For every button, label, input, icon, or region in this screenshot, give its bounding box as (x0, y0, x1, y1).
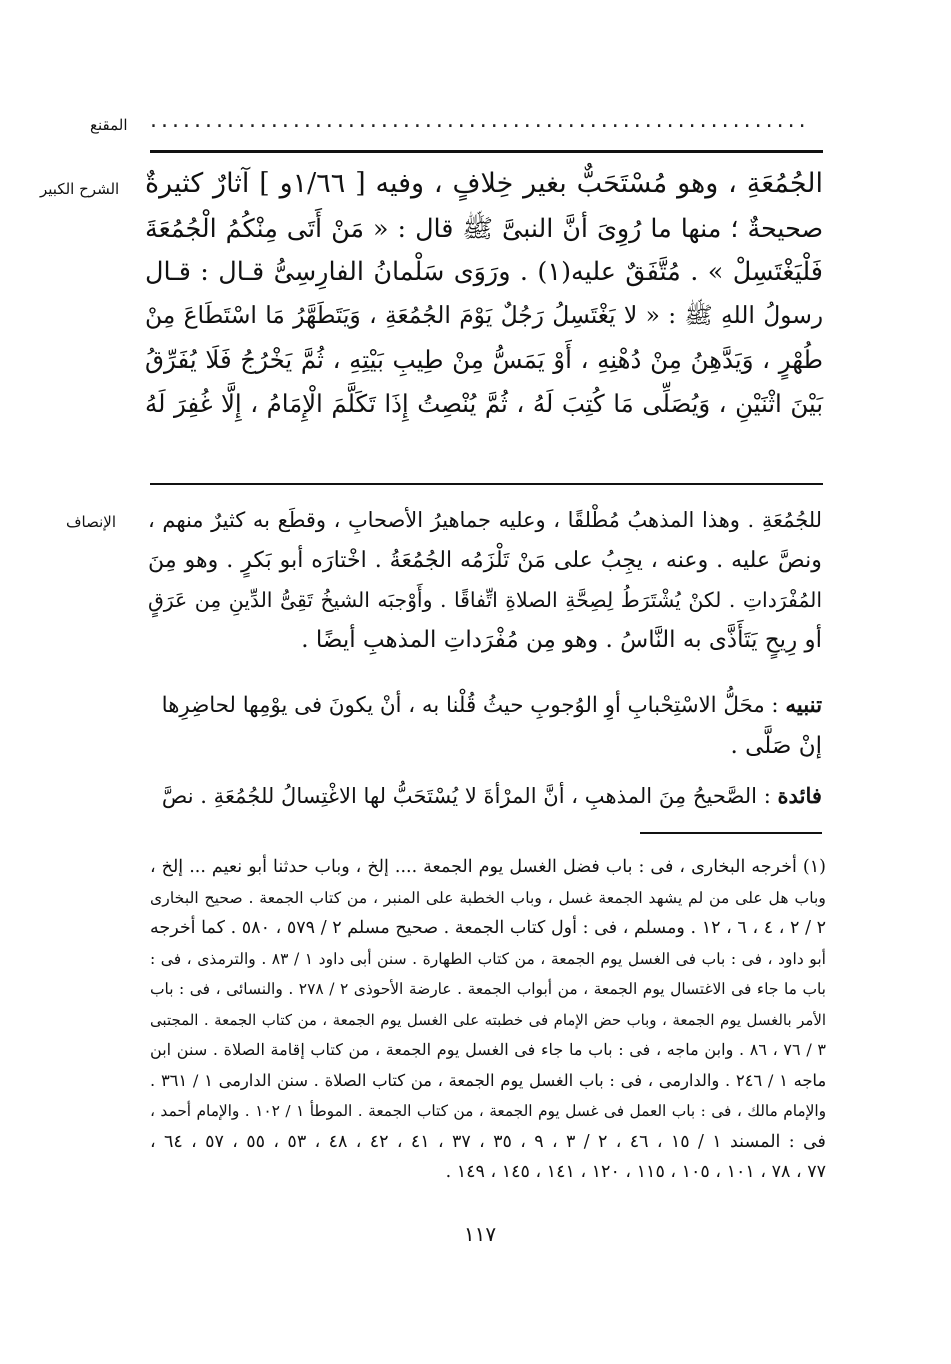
sharh-section-label: الشرح الكبير (40, 180, 120, 198)
footnote-line: ٢ / ٢ ، ٤ ، ٦ ، ١٢ . ومسلم ، فى : أول كتاب الجمعة . صحيح مسلم ٢ / ٥٧٩ ، ٥٨٠ . كما أخرجه (150, 918, 826, 938)
footnote-separator (640, 832, 822, 834)
header-dotted-leader: ............................................................ (150, 108, 810, 133)
tanbih-line: إنْ صَلَّى . (730, 733, 822, 759)
footnote-line: ٧٧ ، ٧٨ ، ١٠١ ، ١٠٥ ، ١١٥ ، ١٢٠ ، ١٤١ ، ١٤٥ ، ١٤٩ . (445, 1162, 826, 1182)
footnote-line: فى : المسند ١ / ١٥ ، ٤٦ ، ٢ / ٣ ، ٩ ، ٣٥ ، ٣٧ ، ٤١ ، ٤٢ ، ٤٨ ، ٥٣ ، ٥٥ ، ٥٧ ، ٦٤ ، (150, 1131, 826, 1152)
insaf-text-line: للجُمُعَةِ . وهذا المذهبُ مُطْلقًا ، وعليه جماهيرُ الأصحابِ ، وقطَع به كثيرٌ منهم ، (148, 508, 822, 532)
top-rule (150, 150, 823, 153)
main-text-line: رسولُ اللهِ ﷺ : « لا يَغْتَسِلُ رَجُلٌ يَوْمَ الجُمُعَةِ ، وَيَتَطَهَّرُ مَا اسْتَطَاعَ مِنْ (145, 302, 823, 329)
main-text-line: فَلْيَغْتَسِلْ » . مُتَّفَقٌ عليه(١) . ورَوَى سَلْمانُ الفارِسِىُّ قـال : قـال (145, 257, 823, 287)
book-title: المقنع (90, 116, 128, 134)
insaf-text-line: ونصَّ عليه . وعنه ، يجِبُ على مَنْ تَلْزَمُه الجُمُعَةُ . اخْتارَه أبو بَكرٍ . وهو مِنَ (148, 547, 822, 573)
footnote-line: ماجه ١ / ٢٤٦ . والدارمى ، فى : باب الغسل يوم الجمعة ، من كتاب الصلاة . سنن الدارمى ١ / ٣٦١ . (150, 1070, 827, 1090)
footnote-line: (١) أخرجه البخارى ، فى : باب فضل الغسل يوم الجمعة .... إلخ ، وباب حدثنا أبو نعيم ... إلخ ، (150, 857, 826, 877)
page-number: ١١٧ (463, 1222, 497, 1246)
footnote-line: أبو داود ، فى : باب فى الغسل يوم الجمعة ، من كتاب الطهارة . سنن أبى داود ١ / ٨٣ . والترمذى ، فى : (150, 949, 827, 968)
faida-line (148, 776, 822, 816)
main-text-line: طُهْرٍ ، وَيَدَّهِنُ مِنْ دُهْنِهِ ، أَوْ يَمَسُّ مِنْ طِيبِ بَيْتِهِ ، ثُمَّ يَخْرُجُ فَلَا يُفَرِّقُ (145, 345, 823, 374)
footnote-line: باب ما جاء فى الاغتسال يوم الجمعة ، من أبواب الجمعة . عارضة الأحوذى ٢ / ٢٧٨ . والنسائى ، فى : باب (150, 980, 826, 998)
faida-title: فائدة (777, 783, 822, 808)
main-text-line: صحيحةٌ ؛ منها ما رُوِىَ أنَّ النبىَّ ﷺ قال : « مَنْ أَتَى مِنْكُمُ الْجُمُعَةَ (145, 213, 823, 243)
middle-rule (150, 483, 823, 485)
insaf-text-line: المُفْرَداتِ . لكنْ يُشْتَرَطُ لِصِحَّةِ الصلاةِ اتِّفاقًا . وأَوْجبَه الشيخُ تَقِىُّ الدِّينِ مِن عَرَقٍ (148, 588, 822, 612)
footnote-line: ٣ / ٧٦ ، ٨٦ . وابن ماجه ، فى : باب ما جاء فى الغسل يوم الجمعة ، من كتاب إقامة الصلاة . سنن ابن (150, 1040, 826, 1059)
tanbih-title: تنبيه (785, 693, 822, 718)
insaf-text-line: أو رِيحٍ يَتَأَذَّى به النَّاسُ . وهو مِن مُفْرَداتِ المذهبِ أيضًا . (301, 627, 822, 653)
insaf-text (148, 500, 822, 660)
faida-note (148, 776, 822, 816)
footnote-line: والإمام مالك ، فى : باب العمل فى غسل يوم الجمعة ، من كتاب الجمعة . الموطأ ١ / ١٠٢ . والإمام أحمد ، (150, 1102, 827, 1120)
footnotes (150, 852, 826, 1188)
tanbih-note (148, 686, 822, 766)
sharh-main-text (145, 162, 823, 426)
main-text-line: بَيْنَ اثْنَيْنِ ، وَيُصَلِّى مَا كُتِبَ لَهُ ، ثُمَّ يُنْصِتُ إِذَا تَكَلَّمَ الْإِمَامُ ، إِلَّا غُفِرَ لَهُ (145, 389, 823, 418)
main-text-line: الجُمُعَةِ ، وهو مُسْتَحَبٌّ بغير خِلافٍ ، وفيه [ ١/٦٦و ] آثارٌ كثيرةٌ (145, 168, 823, 199)
tanbih-text: : محَلُّ الاسْتِحْبابِ أوِ الوُجوبِ حيثُ قُلْنا به ، أنْ يكونَ فى يوْمِها لحاضِرِها (161, 693, 779, 718)
footnote-line: الأمر بالغسل يوم الجمعة ، وباب حض الإمام فى خطبته على الغسل يوم الجمعة ، من كتاب الجمعة . المجتبى (150, 1010, 826, 1029)
insaf-section-label: الإنصاف (66, 513, 117, 531)
faida-text: : الصَّحيحُ مِنَ المذهبِ ، أنَّ المرْأةَ لا يُسْتَحَبُّ لها الاغْتِسالُ للجُمُعَةِ . نصَّ (161, 783, 771, 808)
footnote-line: وباب هل على من لم يشهد الجمعة غسل ، وباب الخطبة على المنبر ، من كتاب الجمعة . صحيح البخارى (150, 887, 826, 907)
tanbih-line (148, 686, 822, 726)
